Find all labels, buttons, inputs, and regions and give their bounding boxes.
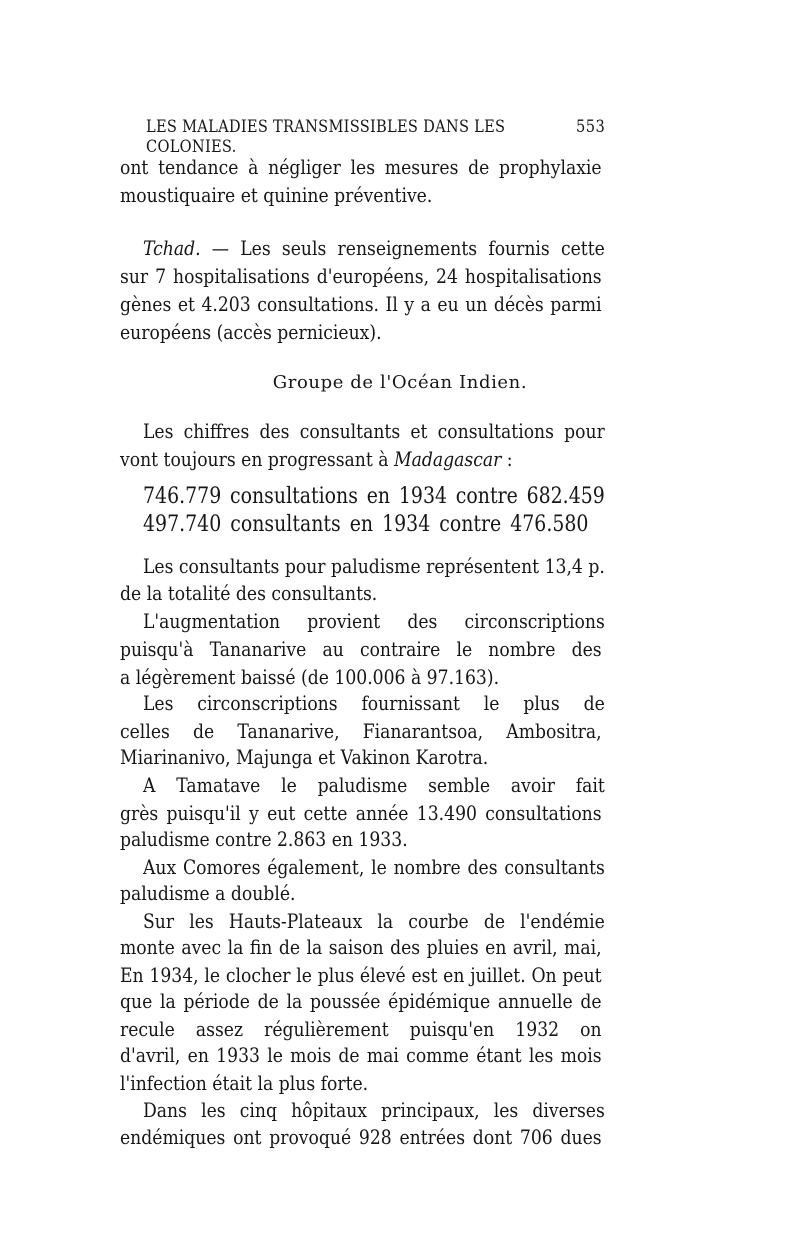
text-line: d'avril, en 1933 le mois de mai comme étant les mois	[120, 1043, 602, 1067]
text-fragment: :	[501, 447, 513, 471]
running-header	[146, 117, 605, 157]
text-line: moustiquaire et quinine préventive.	[120, 183, 433, 207]
text-line: L'augmentation provient des circonscriptions	[143, 609, 605, 633]
place-name-madagascar: Madagascar	[393, 447, 502, 471]
text-line: ont tendance à négliger les mesures de prophylaxie	[120, 155, 602, 179]
running-title: LES MALADIES TRANSMISSIBLES DANS LES COLONIES.	[146, 117, 506, 157]
statistic-line: 497.740 consultants en 1934 contre 476.580	[143, 512, 589, 537]
text-line: recule assez régulièrement puisqu'en 1932 on	[120, 1017, 602, 1041]
page-number: 553	[576, 117, 606, 137]
text-line: A Tamatave le paludisme semble avoir fait	[143, 773, 605, 797]
text-line: paludisme contre 2.863 en 1933.	[120, 827, 408, 851]
text-line: Miarinanivo, Majunga et Vakinon Karotra.	[120, 745, 489, 769]
text-line	[143, 235, 605, 261]
text-line	[120, 446, 602, 472]
text-line: Aux Comores également, le nombre des consultants	[143, 855, 605, 879]
text-line: celles de Tananarive, Fianarantsoa, Ambositra,	[120, 719, 602, 743]
text-line: gènes et 4.203 consultations. Il y a eu un décès parmi	[120, 292, 602, 316]
text-line: En 1934, le clocher le plus élevé est en juillet. On peut	[120, 963, 602, 987]
text-line: puisqu'à Tananarive au contraire le nombre des	[120, 637, 602, 661]
section-title: Groupe de l'Océan Indien.	[272, 372, 528, 393]
statistic-line: 746.779 consultations en 1934 contre 682.459	[143, 484, 605, 509]
text-line: monte avec la fin de la saison des pluies en avril, mai,	[120, 935, 602, 959]
text-line: de la totalité des consultants.	[120, 581, 378, 605]
text-line: a légèrement baissé (de 100.006 à 97.163).	[120, 665, 500, 689]
text-line: endémiques ont provoqué 928 entrées dont 706 dues	[120, 1125, 602, 1149]
text-line: Les chiffres des consultants et consultations pour	[143, 419, 605, 443]
text-line: l'infection était la plus forte.	[120, 1071, 369, 1095]
text-line: Sur les Hauts-Plateaux la courbe de l'endémie	[143, 909, 605, 933]
text-line: grès puisqu'il y eut cette année 13.490 consultations	[120, 801, 602, 825]
text-line: que la période de la poussée épidémique annuelle de	[120, 989, 602, 1013]
text-line: Les consultants pour paludisme représentent 13,4 p.	[143, 554, 605, 578]
text-fragment: vont toujours en progressant à	[120, 447, 394, 471]
text-fragment: — Les seuls renseignements fournis cette	[211, 236, 605, 260]
text-line: paludisme a doublé.	[120, 881, 296, 905]
text-line: européens (accès pernicieux).	[120, 320, 382, 344]
text-line: Dans les cinq hôpitaux principaux, les diverses	[143, 1098, 605, 1122]
text-line: sur 7 hospitalisations d'européens, 24 hospitalisations	[120, 264, 602, 288]
place-name-tchad: Tchad.	[143, 236, 201, 260]
text-line: Les circonscriptions fournissant le plus de	[143, 691, 605, 715]
